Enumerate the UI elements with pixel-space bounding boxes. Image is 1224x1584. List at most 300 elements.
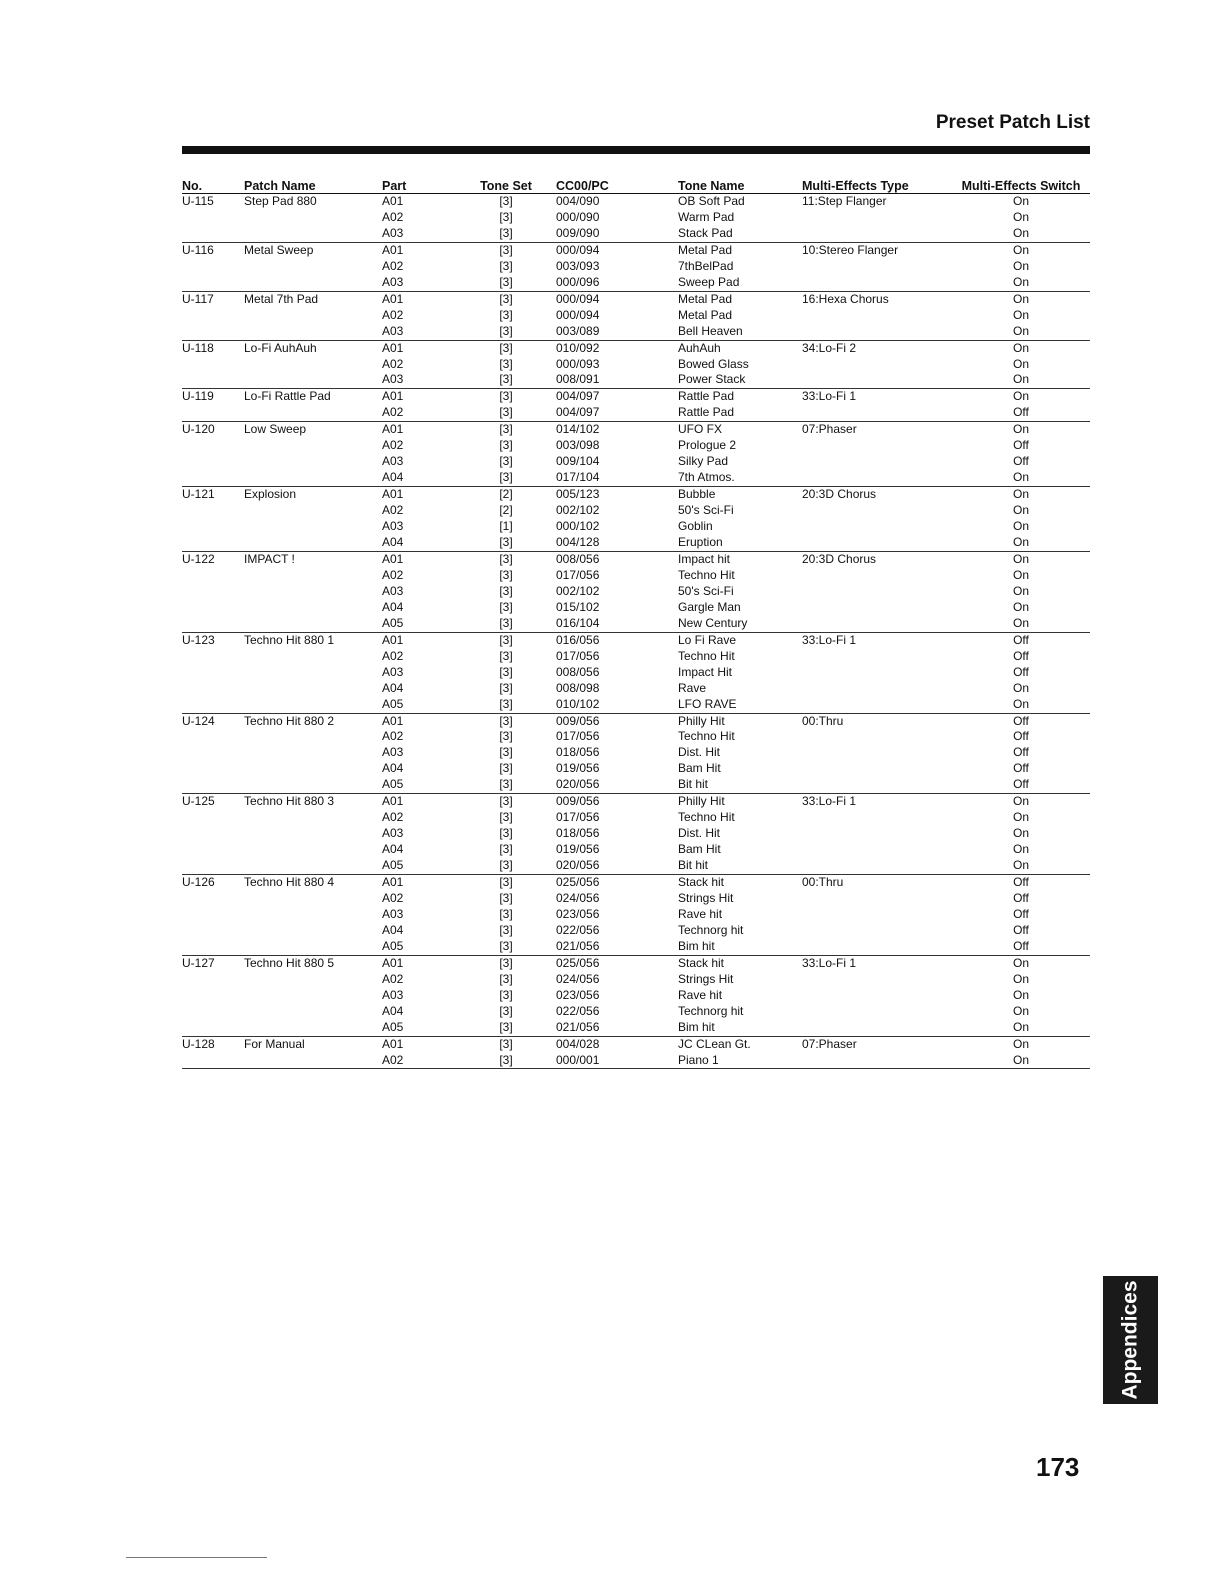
cell-patch-name [244,681,382,697]
cell-no: U-125 [182,794,215,809]
cell-fx-type [802,584,952,600]
cell-no: U-119 [182,389,214,404]
cell-tone-set: [3] [499,258,513,273]
table-row [182,210,1090,226]
header-tone-name: Tone Name [678,178,802,194]
cell-part: A03 [382,226,456,242]
cell-tone-set: [3] [456,858,556,874]
cell-tone-set: [3] [456,1053,556,1069]
cell-cc00-pc: 018/056 [556,745,600,760]
cell-tone-name: Impact Hit [678,664,733,679]
cell-tone-set: [3] [499,664,513,679]
cell-tone-set: [3] [456,777,556,793]
cell-tone-name: Bit hit [678,858,802,874]
appendices-tab-label: Appendices [1118,1280,1142,1400]
cell-cc00-pc: 009/090 [556,226,678,242]
cell-tone-name: Gargle Man [678,599,741,614]
cell-fx-switch: On [1012,599,1029,614]
cell-patch-name: Step Pad 880 [244,194,317,208]
table-row [182,438,1090,454]
cell-tone-set: [2] [499,503,513,518]
cell-part: A01 [382,1036,404,1051]
cell-fx-type [802,357,952,373]
table-row [182,259,1090,275]
cell-tone-set: [3] [499,842,513,857]
table-row [182,291,1090,307]
cell-no [182,584,244,600]
cell-tone-name: Stack hit [678,955,725,970]
table-row [182,665,1090,681]
cell-patch-name: Techno Hit 880 1 [244,632,335,647]
cell-tone-name: Piano 1 [678,1053,802,1069]
cell-no [182,988,244,1004]
cell-tone-set: [3] [499,794,513,809]
cell-no [182,503,244,519]
cell-fx-switch: On [1012,194,1029,208]
table-row [182,939,1090,955]
table-row [182,535,1090,551]
cell-part: A03 [382,519,404,534]
cell-no: U-126 [182,875,215,890]
cell-patch-name [244,810,382,826]
cell-fx-type: 07:Phaser [802,1036,857,1051]
cell-no [182,858,244,874]
cell-cc00-pc: 008/091 [556,372,678,388]
cell-part: A01 [382,422,404,437]
cell-cc00-pc: 017/056 [556,810,600,825]
header-tone-set: Tone Set [456,178,556,194]
page-title: Preset Patch List [935,112,1090,133]
cell-tone-name: Metal Pad [678,307,733,322]
cell-no [182,405,244,421]
cell-fx-type [802,1020,952,1036]
cell-tone-name: Strings Hit [678,890,734,905]
cell-part: A03 [382,745,404,760]
cell-tone-set: [3] [499,356,513,371]
cell-tone-set: [3] [499,242,513,257]
cell-cc00-pc: 009/056 [556,794,600,809]
cell-patch-name [244,907,382,923]
cell-no [182,324,244,340]
cell-tone-set: [3] [456,939,556,955]
cell-fx-switch: Off [1013,890,1029,905]
cell-no [182,275,244,291]
table-row [182,777,1090,793]
cell-tone-set: [3] [499,729,513,744]
cell-fx-type [802,988,952,1004]
table-row [182,891,1090,907]
cell-tone-set: [3] [499,922,513,937]
cell-no [182,761,244,777]
table-row [182,422,1090,438]
cell-fx-switch: On [952,535,1090,551]
cell-tone-name: Bell Heaven [678,324,802,340]
cell-cc00-pc: 004/090 [556,194,600,208]
cell-fx-switch: Off [1013,713,1029,728]
cell-patch-name: For Manual [244,1036,305,1051]
cell-tone-name: AuhAuh [678,340,721,355]
cell-cc00-pc: 023/056 [556,987,600,1002]
table-row [182,1004,1090,1020]
cell-fx-type [802,697,952,713]
cell-patch-name [244,729,382,745]
cell-tone-set: [3] [499,1036,513,1051]
cell-cc00-pc: 000/093 [556,356,600,371]
cell-tone-name: OB Soft Pad [678,194,745,208]
cell-fx-switch: On [1012,291,1029,306]
cell-part: A02 [382,258,404,273]
cell-fx-switch: On [1012,307,1029,322]
cell-patch-name [244,308,382,324]
cell-patch-name: IMPACT ! [244,551,295,566]
cell-cc00-pc: 000/001 [556,1053,678,1069]
cell-fx-switch: Off [1013,454,1029,469]
cell-tone-set: [3] [499,745,513,760]
cell-cc00-pc: 008/056 [556,664,600,679]
cell-patch-name: Techno Hit 880 3 [244,794,335,809]
table-row [182,810,1090,826]
cell-tone-set: [3] [499,551,513,566]
cell-fx-type [802,761,952,777]
cell-tone-set: [3] [499,389,513,404]
cell-patch-name [244,600,382,616]
cell-tone-name: Prologue 2 [678,438,737,453]
cell-patch-name [244,357,382,373]
cell-patch-name [244,842,382,858]
cell-cc00-pc: 000/094 [556,307,600,322]
cell-patch-name [244,210,382,226]
cell-fx-switch: Off [1013,438,1029,453]
cell-patch-name [244,939,382,955]
cell-tone-set: [2] [499,487,513,502]
cell-tone-name: Bam Hit [678,761,721,776]
cell-fx-type [802,519,952,535]
cell-patch-name [244,665,382,681]
cell-part: A04 [382,1003,404,1018]
cell-fx-type: 33:Lo-Fi 1 [802,632,857,647]
cell-cc00-pc: 002/102 [556,503,600,518]
cell-cc00-pc: 015/102 [556,599,600,614]
cell-cc00-pc: 008/098 [556,680,600,695]
cell-fx-switch: On [952,616,1090,632]
cell-no [182,907,244,923]
cell-cc00-pc: 010/102 [556,697,678,713]
cell-part: A03 [382,664,404,679]
cell-no [182,519,244,535]
cell-no: U-120 [182,422,215,437]
cell-part: A01 [382,632,404,647]
table-row [182,275,1090,291]
cell-cc00-pc: 009/056 [556,713,600,728]
cell-part: A04 [382,761,404,776]
table-row [182,389,1090,405]
cell-fx-type [802,210,952,226]
cell-no: U-128 [182,1036,215,1051]
cell-fx-type [802,681,952,697]
cell-fx-type: 33:Lo-Fi 1 [802,794,857,809]
cell-tone-name: Impact hit [678,551,731,566]
table-row [182,194,1090,210]
cell-tone-set: [3] [499,438,513,453]
cell-part: A01 [382,487,404,502]
cell-no [182,616,244,632]
table-row [182,875,1090,891]
cell-tone-name: Rave hit [678,987,723,1002]
table-row [182,713,1090,729]
cell-fx-switch: On [952,372,1090,388]
cell-no [182,600,244,616]
table-row [182,858,1090,874]
cell-tone-set: [3] [499,291,513,306]
cell-patch-name [244,584,382,600]
cell-cc00-pc: 017/056 [556,567,600,582]
cell-part: A02 [382,209,404,224]
cell-fx-type [802,616,952,632]
cell-patch-name [244,519,382,535]
cell-tone-set: [3] [499,906,513,921]
cell-fx-type: 20:3D Chorus [802,487,877,502]
cell-fx-switch: Off [1013,648,1029,663]
table-row [182,923,1090,939]
cell-fx-type [802,810,952,826]
cell-no [182,308,244,324]
cell-fx-switch: On [952,275,1090,291]
cell-tone-set: [3] [499,987,513,1002]
table-row [182,907,1090,923]
cell-part: A01 [382,389,404,404]
cell-fx-switch: Off [952,777,1090,793]
cell-tone-name: Rave [678,680,707,695]
cell-fx-type [802,858,952,874]
table-row [182,324,1090,340]
cell-tone-set: [3] [456,275,556,291]
cell-fx-switch: On [1012,209,1029,224]
preset-patch-table [182,178,1090,1069]
cell-tone-name: Strings Hit [678,971,734,986]
table-row [182,454,1090,470]
table-row [182,340,1090,356]
cell-tone-name: Dist. Hit [678,745,720,760]
cell-tone-set: [3] [456,405,556,421]
cell-tone-name: 50's Sci-Fi [678,503,734,518]
table-row [182,826,1090,842]
cell-part: A01 [382,794,404,809]
cell-cc00-pc: 003/093 [556,258,600,273]
cell-fx-type [802,535,952,551]
cell-part: A05 [382,858,456,874]
cell-no [182,842,244,858]
cell-fx-switch: On [1012,1003,1029,1018]
cell-fx-switch: On [1012,487,1029,502]
cell-patch-name [244,226,382,242]
cell-cc00-pc: 004/128 [556,535,678,551]
cell-no: U-127 [182,955,215,970]
cell-fx-switch: Off [1013,875,1029,890]
cell-no [182,259,244,275]
cell-no [182,729,244,745]
cell-tone-set: [3] [499,761,513,776]
cell-patch-name [244,891,382,907]
cell-cc00-pc: 010/092 [556,340,600,355]
cell-no [182,210,244,226]
cell-patch-name [244,568,382,584]
table-row [182,1020,1090,1036]
cell-tone-set: [3] [499,209,513,224]
header-part: Part [382,178,456,194]
cell-cc00-pc: 014/102 [556,422,600,437]
cell-patch-name [244,1053,382,1069]
cell-part: A05 [382,1020,456,1036]
cell-part: A05 [382,616,456,632]
cell-no: U-118 [182,340,214,355]
cell-tone-set: [3] [499,875,513,890]
cell-fx-type [802,826,952,842]
cell-fx-type: 00:Thru [802,713,844,728]
cell-patch-name [244,535,382,551]
cell-cc00-pc: 022/056 [556,922,600,937]
table-row [182,584,1090,600]
cell-fx-type [802,470,952,486]
cell-patch-name [244,372,382,388]
cell-part: A03 [382,583,404,598]
cell-cc00-pc: 017/104 [556,470,678,486]
table-row [182,357,1090,373]
cell-cc00-pc: 017/056 [556,648,600,663]
cell-fx-type [802,568,952,584]
cell-no [182,681,244,697]
cell-fx-type: 20:3D Chorus [802,551,877,566]
cell-tone-set: [3] [456,616,556,632]
table-row [182,405,1090,421]
cell-fx-switch: On [1012,794,1029,809]
cell-patch-name [244,1004,382,1020]
cell-part: A01 [382,955,404,970]
cell-tone-name: Silky Pad [678,454,729,469]
cell-tone-set: [3] [499,713,513,728]
cell-part: A04 [382,922,404,937]
cell-cc00-pc: 000/094 [556,291,600,306]
cell-fx-type: 16:Hexa Chorus [802,291,889,306]
cell-tone-name: Stack Pad [678,226,802,242]
cell-cc00-pc: 009/104 [556,454,600,469]
header-no: No. [182,178,244,194]
cell-cc00-pc: 008/056 [556,551,600,566]
cell-no: U-115 [182,194,214,208]
cell-patch-name [244,470,382,486]
cell-fx-type [802,842,952,858]
cell-tone-name: Bim hit [678,1020,802,1036]
table-row [182,745,1090,761]
cell-tone-name: Techno Hit [678,648,735,663]
cell-patch-name: Low Sweep [244,422,307,437]
cell-cc00-pc: 019/056 [556,761,600,776]
cell-fx-switch: On [1012,258,1029,273]
cell-no: U-122 [182,551,215,566]
cell-part: A01 [382,551,404,566]
cell-fx-switch: On [1012,842,1029,857]
cell-tone-name: Bam Hit [678,842,721,857]
cell-fx-switch: On [952,1020,1090,1036]
cell-fx-switch: On [952,1053,1090,1069]
cell-part: A01 [382,194,404,208]
cell-cc00-pc: 025/056 [556,875,600,890]
cell-fx-type [802,1053,952,1069]
cell-fx-switch: On [1012,810,1029,825]
cell-fx-type [802,454,952,470]
cell-cc00-pc: 025/056 [556,955,600,970]
cell-tone-set: [3] [499,194,513,208]
cell-fx-type [802,405,952,421]
table-row [182,794,1090,810]
cell-part: A01 [382,340,404,355]
cell-tone-name: Warm Pad [678,209,735,224]
cell-tone-name: Technorg hit [678,922,744,937]
cell-tone-set: [3] [499,680,513,695]
cell-fx-switch: Off [1013,664,1029,679]
cell-fx-switch: On [1012,567,1029,582]
cell-tone-set: [3] [499,971,513,986]
cell-no [182,972,244,988]
cell-tone-name: Rattle Pad [678,389,735,404]
cell-fx-switch: Off [1013,632,1029,647]
cell-tone-set: [3] [499,422,513,437]
cell-tone-name: Rattle Pad [678,405,802,421]
table-row [182,681,1090,697]
cell-tone-set: [1] [499,519,513,534]
cell-fx-switch: On [1012,519,1029,534]
cell-fx-type: 11:Step Flanger [802,194,887,208]
cell-part: A02 [382,405,456,421]
cell-part: A02 [382,1053,456,1069]
cell-no: U-116 [182,242,214,257]
cell-part: A02 [382,810,404,825]
cell-tone-set: [3] [499,340,513,355]
cell-cc00-pc: 000/094 [556,242,600,257]
cell-no [182,1020,244,1036]
cell-tone-name: 50's Sci-Fi [678,583,734,598]
cell-patch-name [244,988,382,1004]
table-row [182,470,1090,486]
cell-fx-type [802,275,952,291]
cell-fx-switch: On [1012,583,1029,598]
cell-tone-name: Metal Pad [678,291,733,306]
cell-tone-set: [3] [499,1003,513,1018]
cell-patch-name [244,761,382,777]
cell-patch-name [244,972,382,988]
table-row [182,568,1090,584]
cell-cc00-pc: 003/089 [556,324,678,340]
cell-no [182,923,244,939]
cell-part: A03 [382,454,404,469]
cell-patch-name [244,923,382,939]
cell-tone-name: Bit hit [678,777,802,793]
page-number: 173 [1036,1452,1080,1482]
header-fx-type: Multi-Effects Type [802,178,952,194]
table-row [182,242,1090,258]
cell-tone-name: Techno Hit [678,567,735,582]
table-row [182,308,1090,324]
cell-tone-name: Bubble [678,487,716,502]
cell-patch-name [244,697,382,713]
table-row [182,600,1090,616]
cell-patch-name: Techno Hit 880 2 [244,713,335,728]
cell-tone-set: [3] [456,226,556,242]
cell-no [182,1053,244,1069]
cell-patch-name: Lo-Fi AuhAuh [244,340,317,355]
cell-fx-switch: Off [952,939,1090,955]
cell-no [182,535,244,551]
cell-tone-name: JC CLean Gt. [678,1036,751,1051]
